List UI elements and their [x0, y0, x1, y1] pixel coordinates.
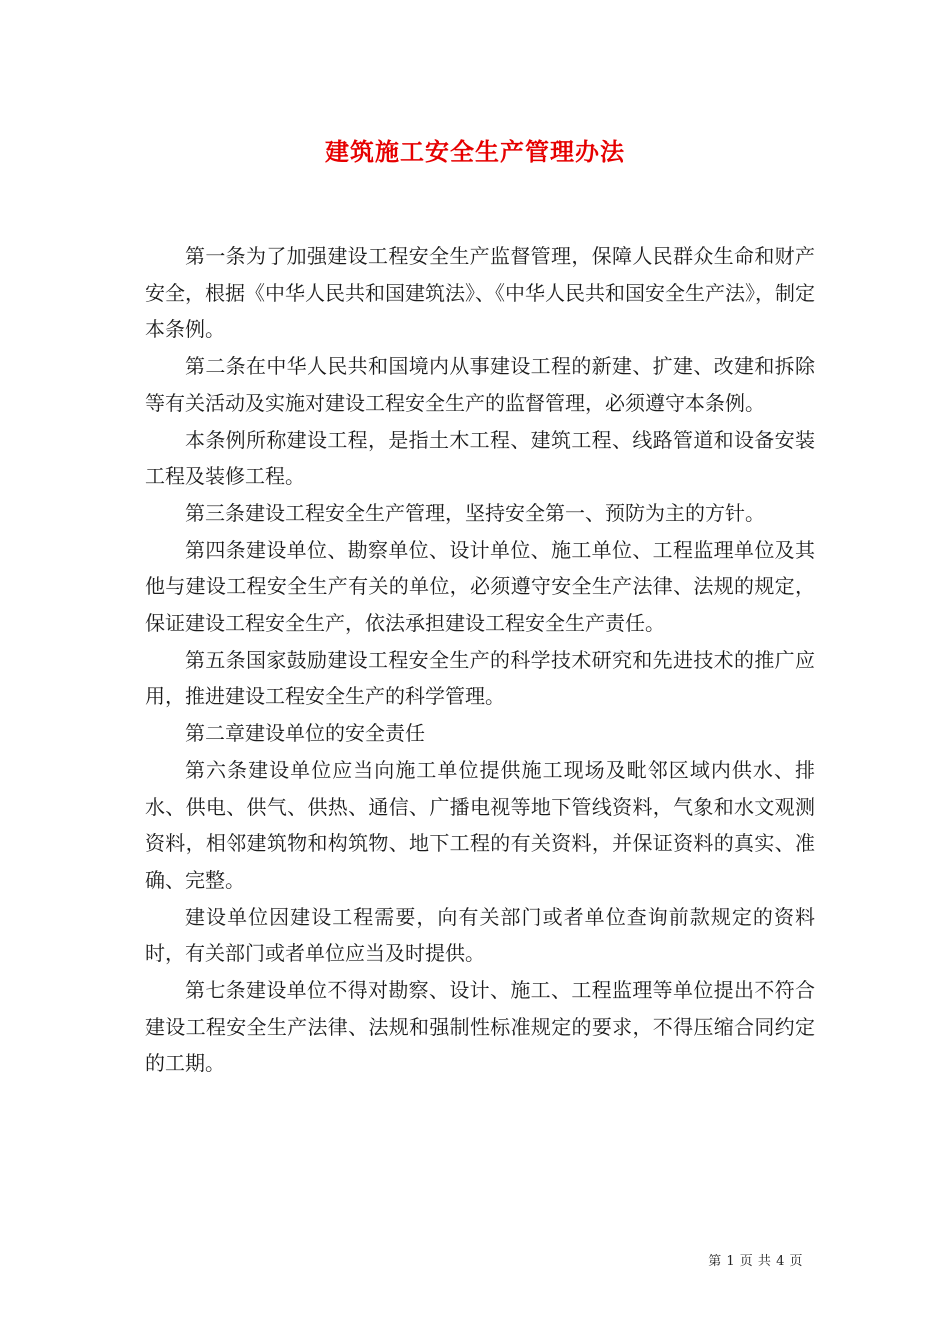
footer-prefix: 第	[708, 1254, 722, 1269]
paragraph-article-3: 第三条建设工程安全生产管理，坚持安全第一、预防为主的方针。	[185, 500, 765, 525]
paragraph-article-6: 第六条建设单位应当向施工单位提供施工现场及毗邻区域内供水、排水、供电、供气、供热、通信、广播电视等地下管线资料，气象和水文观测资料，相邻建筑物和构筑物、地下工程的有关资料，并保证资料的真实、准确、完整。	[145, 757, 815, 892]
footer-current-page: 1	[726, 1254, 736, 1269]
page-footer	[708, 1250, 803, 1269]
document-body	[145, 238, 815, 1082]
paragraph-article-6-supplement: 建设单位因建设工程需要，向有关部门或者单位查询前款规定的资料时，有关部门或者单位应当及时提供。	[145, 904, 815, 966]
footer-middle: 页 共	[739, 1254, 772, 1269]
chapter-heading: 第二章建设单位的安全责任	[185, 721, 425, 746]
paragraph-article-7: 第七条建设单位不得对勘察、设计、施工、工程监理等单位提出不符合建设工程安全生产法律、法规和强制性标准规定的要求，不得压缩合同约定的工期。	[145, 978, 815, 1076]
paragraph-article-4: 第四条建设单位、勘察单位、设计单位、施工单位、工程监理单位及其他与建设工程安全生产有关的单位，必须遵守安全生产法律、法规的规定，保证建设工程安全生产，依法承担建设工程安全生产责任。	[145, 537, 815, 636]
footer-total-pages: 4	[776, 1254, 785, 1269]
footer-suffix: 页	[789, 1254, 803, 1269]
page-title: 建筑施工安全生产管理办法	[325, 138, 625, 166]
paragraph-article-5: 第五条国家鼓励建设工程安全生产的科学技术研究和先进技术的推广应用，推进建设工程安全生产的科学管理。	[145, 647, 815, 709]
paragraph-definition: 本条例所称建设工程，是指土木工程、建筑工程、线路管道和设备安装工程及装修工程。	[145, 427, 815, 489]
paragraph-article-1: 第一条为了加强建设工程安全生产监督管理，保障人民群众生命和财产安全，根据《中华人民共和国建筑法》、《中华人民共和国安全生产法》，制定本条例。	[145, 244, 815, 342]
paragraph-article-2: 第二条在中华人民共和国境内从事建设工程的新建、扩建、改建和拆除等有关活动及实施对建设工程安全生产的监督管理，必须遵守本条例。	[145, 354, 815, 415]
